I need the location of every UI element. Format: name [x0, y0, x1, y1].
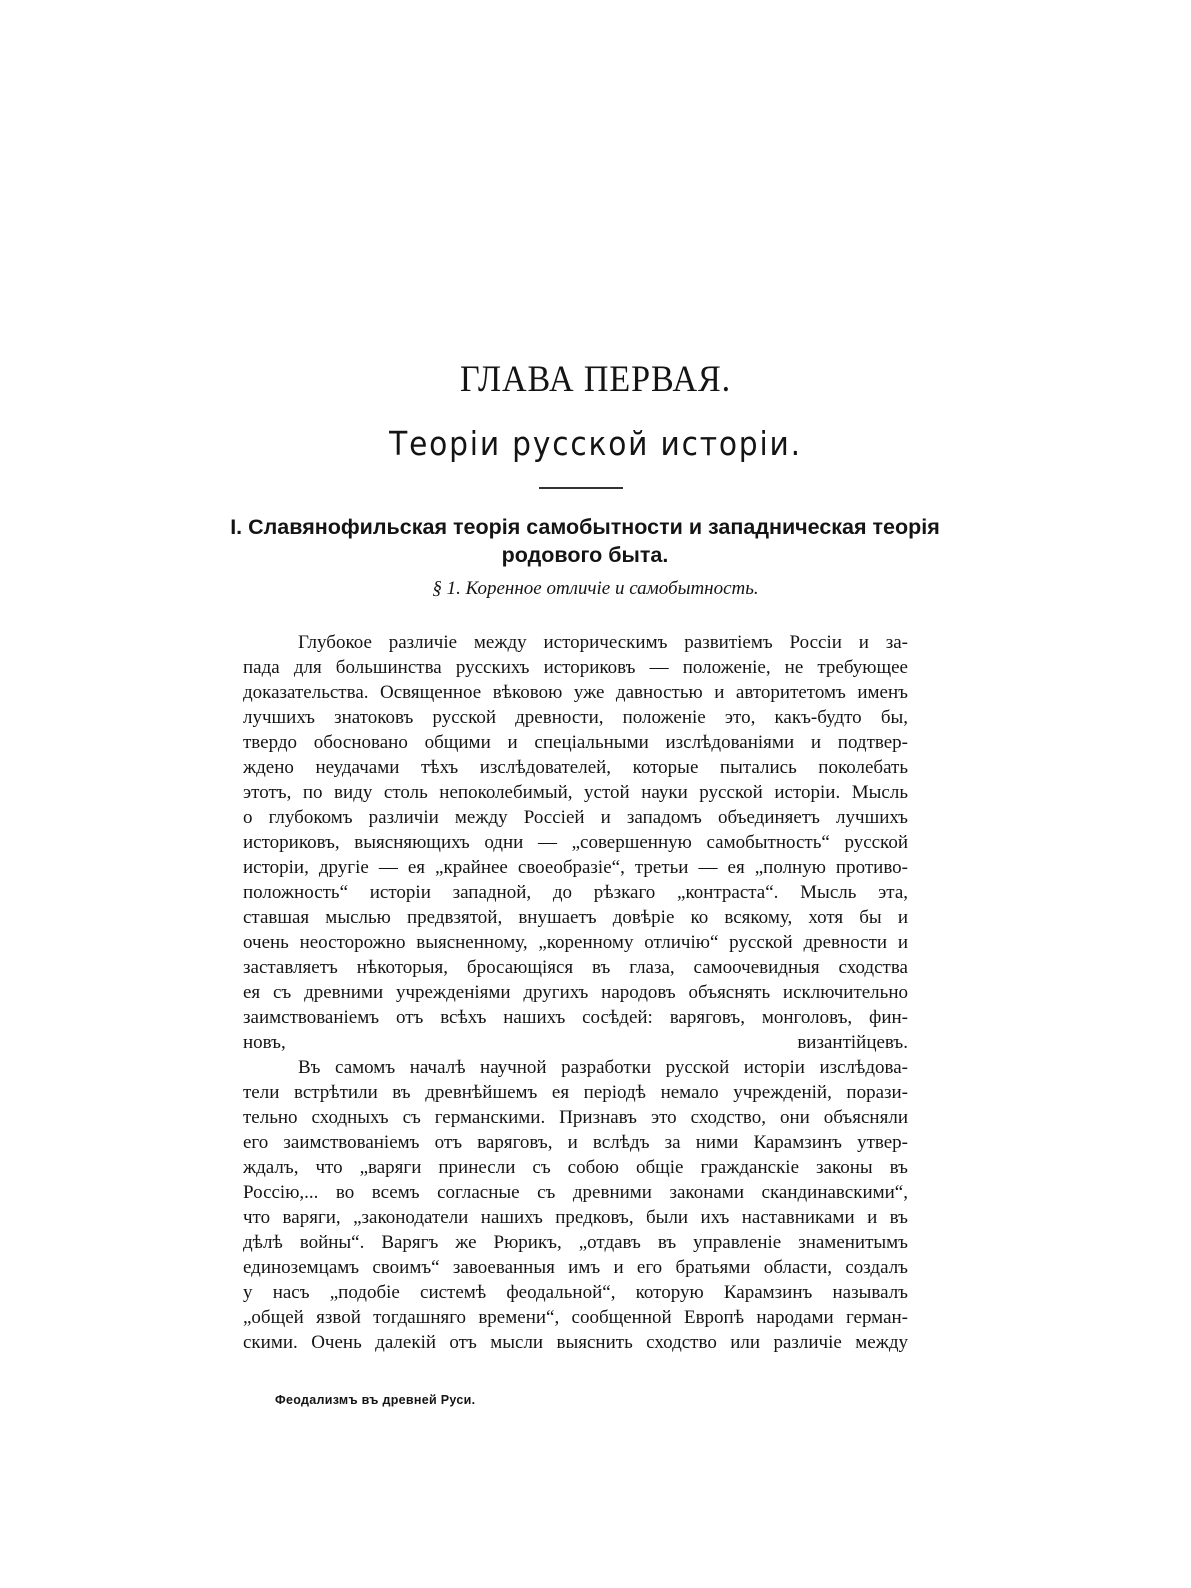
text-line: ея съ древними учрежденіями другихъ народовъ объяснять исключительно — [243, 982, 908, 1003]
text-line: твердо обосновано общими и спеціальными изслѣдованіями и подтвер- — [243, 732, 908, 753]
text-line: Россію,... во всемъ согласные съ древними законами скандинавскими“, — [243, 1182, 908, 1203]
text-line: очень неосторожно выясненному, „коренному отличію“ русской древности и — [243, 932, 908, 953]
paragraph-heading: § 1. Коренное отличіе и самобытность. — [432, 578, 759, 599]
text-line: тели встрѣтили въ древнѣйшемъ ея періодѣ немало учрежденій, порази- — [243, 1082, 908, 1103]
text-line: что варяги, „законодатели нашихъ предковъ, были ихъ наставниками и въ — [243, 1207, 908, 1228]
signature-mark: Феодализмъ въ древней Руси. — [275, 1393, 476, 1407]
title-divider — [539, 487, 623, 489]
text-line: пада для большинства русскихъ историковъ — положеніе, не требующее — [243, 657, 908, 678]
text-line: ждено неудачами тѣхъ изслѣдователей, которые пытались поколебать — [243, 757, 908, 778]
text-line: новъ, византійцевъ. — [243, 1032, 908, 1053]
text-line: единоземцамъ своимъ“ завоеванныя имъ и его братьями области, создалъ — [243, 1257, 908, 1278]
text-line: о глубокомъ различіи между Россіей и западомъ объединяетъ лучшихъ — [243, 807, 908, 828]
text-line: дѣлѣ войны“. Варягъ же Рюрикъ, „отдавъ въ управленіе знаменитымъ — [243, 1232, 908, 1253]
text-line: тельно сходныхъ съ германскими. Признавъ это сходство, они объясняли — [243, 1107, 908, 1128]
text-line: скими. Очень далекій отъ мысли выяснить сходство или различіе между — [243, 1332, 908, 1353]
chapter-title: ГЛАВА ПЕРВАЯ. — [459, 359, 732, 400]
text-line: заимствованіемъ отъ всѣхъ нашихъ сосѣдей: варяговъ, монголовъ, фин- — [243, 1007, 908, 1028]
text-line: Глубокое различіе между историческимъ развитіемъ Россіи и за- — [298, 632, 908, 653]
chapter-subtitle: Теоріи русской исторіи. — [389, 424, 802, 463]
text-line: этотъ, по виду столь непоколебимый, устой науки русской исторіи. Мысль — [243, 782, 908, 803]
text-line: Въ самомъ началѣ научной разработки русской исторіи изслѣдова- — [298, 1057, 908, 1078]
text-line: его заимствованіемъ отъ варяговъ, и вслѣдъ за ними Карамзинъ утвер- — [243, 1132, 908, 1153]
text-line: лучшихъ знатоковъ русской древности, положеніе это, какъ-будто бы, — [243, 707, 908, 728]
section-title-line: родового быта. — [501, 543, 669, 567]
text-line: у насъ „подобіе системѣ феодальной“, которую Карамзинъ называлъ — [243, 1282, 908, 1303]
text-line: ждалъ, что „варяги принесли съ собою общіе гражданскіе законы въ — [243, 1157, 908, 1178]
text-line: исторіи, другіе — ея „крайнее своеобразіе“, третьи — ея „полную противо- — [243, 857, 908, 878]
text-line: доказательства. Освященное вѣковою уже давностью и авторитетомъ именъ — [243, 682, 908, 703]
text-line: положность“ исторіи западной, до рѣзкаго „контраста“. Мысль эта, — [243, 882, 908, 903]
body-text — [243, 630, 908, 1355]
text-line: „общей язвой тогдашняго времени“, сообщенной Европѣ народами герман- — [243, 1307, 908, 1328]
text-line: заставляетъ нѣкоторыя, бросающіяся въ глаза, самоочевидныя сходства — [243, 957, 908, 978]
text-line: ставшая мыслью предвзятой, внушаетъ довѣріе ко всякому, хотя бы и — [243, 907, 908, 928]
section-title-line: I. Славянофильская теорія самобытности и западническая теорія — [230, 515, 940, 539]
section-title — [230, 513, 940, 569]
text-line: историковъ, выясняющихъ одни — „совершенную самобытность“ русской — [243, 832, 908, 853]
